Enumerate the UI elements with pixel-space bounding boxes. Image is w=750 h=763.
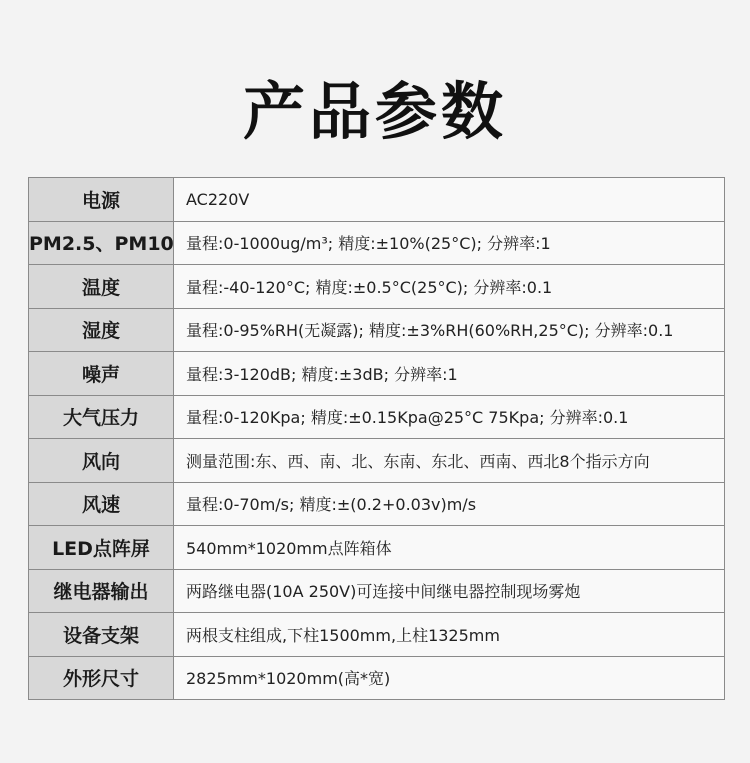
- spec-value: 两路继电器(10A 250V)可连接中间继电器控制现场雾炮: [174, 569, 725, 613]
- spec-label: PM2.5、PM10: [29, 221, 174, 265]
- table-row: [29, 439, 725, 483]
- spec-value: 两根支柱组成,下柱1500mm,上柱1325mm: [174, 613, 725, 657]
- table-row: [29, 221, 725, 265]
- spec-label: 湿度: [29, 308, 174, 352]
- spec-label: 温度: [29, 265, 174, 309]
- table-row: [29, 308, 725, 352]
- spec-value: 540mm*1020mm点阵箱体: [174, 526, 725, 570]
- spec-value: 量程:3-120dB; 精度:±3dB; 分辨率:1: [174, 352, 725, 396]
- table-row: [29, 613, 725, 657]
- table-row: [29, 352, 725, 396]
- spec-label: LED点阵屏: [29, 526, 174, 570]
- spec-value: 量程:-40-120°C; 精度:±0.5°C(25°C); 分辨率:0.1: [174, 265, 725, 309]
- spec-value: 量程:0-95%RH(无凝露); 精度:±3%RH(60%RH,25°C); 分辨率:0.1: [174, 308, 725, 352]
- spec-label: 外形尺寸: [29, 656, 174, 700]
- spec-label: 噪声: [29, 352, 174, 396]
- table-row: [29, 569, 725, 613]
- spec-label: 继电器输出: [29, 569, 174, 613]
- table-row: [29, 526, 725, 570]
- spec-label: 风速: [29, 482, 174, 526]
- table-row: [29, 178, 725, 222]
- spec-label: 设备支架: [29, 613, 174, 657]
- table-row: [29, 656, 725, 700]
- spec-value: 测量范围:东、西、南、北、东南、东北、西南、西北8个指示方向: [174, 439, 725, 483]
- table-row: [29, 482, 725, 526]
- page-title: 产品参数: [242, 75, 507, 148]
- spec-label: 电源: [29, 178, 174, 222]
- spec-value: 量程:0-120Kpa; 精度:±0.15Kpa@25°C 75Kpa; 分辨率:0.1: [174, 395, 725, 439]
- spec-value: 量程:0-70m/s; 精度:±(0.2+0.03v)m/s: [174, 482, 725, 526]
- spec-value: AC220V: [174, 178, 725, 222]
- spec-label: 大气压力: [29, 395, 174, 439]
- table-row: [29, 265, 725, 309]
- table-row: [29, 395, 725, 439]
- spec-label: 风向: [29, 439, 174, 483]
- spec-table: [28, 177, 725, 700]
- spec-value: 2825mm*1020mm(高*宽): [174, 656, 725, 700]
- spec-value: 量程:0-1000ug/m³; 精度:±10%(25°C); 分辨率:1: [174, 221, 725, 265]
